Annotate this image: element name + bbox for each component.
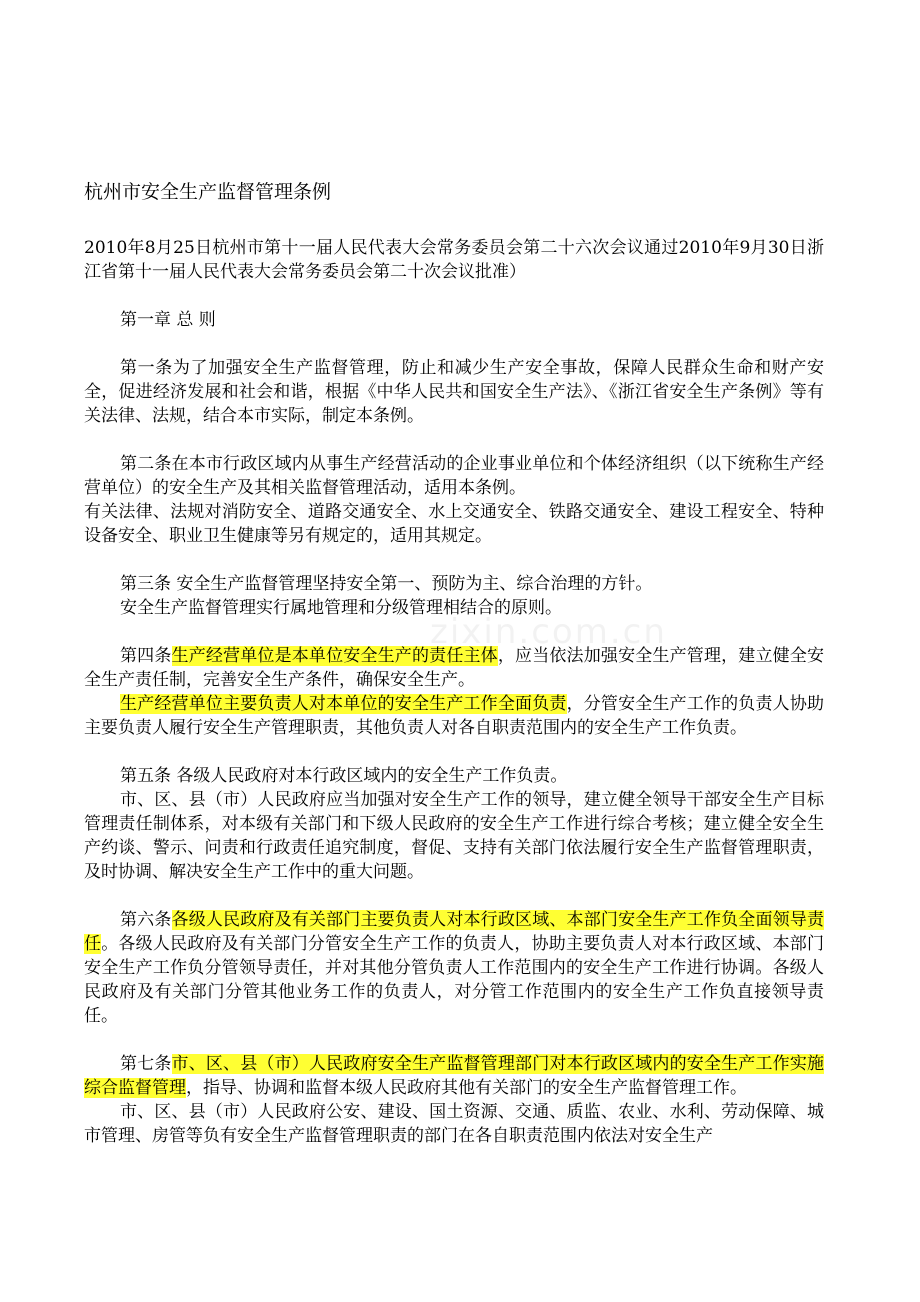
article-7-para-2: 市、区、县（市）人民政府公安、建设、国土资源、交通、质监、农业、水利、劳动保障、城市管理、房管等负有安全生产监督管理职责的部门在各自职责范围内依法对安全生产 bbox=[84, 1102, 824, 1146]
watermark: zixin.com.cn bbox=[430, 612, 667, 652]
article-7-label: 第七条 bbox=[120, 1054, 172, 1074]
article-7-para-1 bbox=[84, 1052, 824, 1100]
article-1: 第一条为了加强安全生产监督管理，防止和减少生产安全事故，保障人民群众生命和财产安全，促进经济发展和社会和谐，根据《中华人民共和国安全生产法》、《浙江省安全生产条例》等有关法律、法规，结合本市实际，制定本条例。 bbox=[84, 358, 824, 426]
article-4-para-2 bbox=[84, 692, 824, 740]
article-2-para-2: 有关法律、法规对消防安全、道路交通安全、水上交通安全、铁路交通安全、建设工程安全、特种设备安全、职业卫生健康等另有规定的，适用其规定。 bbox=[84, 502, 824, 546]
article-5-para-2: 市、区、县（市）人民政府应当加强对安全生产工作的领导，建立健全领导干部安全生产目标管理责任制体系，对本级有关部门和下级人民政府的安全生产工作进行综合考核；建立健全安全生产约谈、警示、问责和行政责任追究制度，督促、支持有关部门依法履行安全生产监督管理职责，及时协调、解决安全生产工作中的重大问题。 bbox=[84, 790, 824, 882]
article-4-label: 第四条 bbox=[120, 646, 172, 666]
article-6-text: 。各级人民政府及有关部门分管安全生产工作的负责人，协助主要负责人对本行政区域、本部门安全生产工作负分管领导责任，并对其他分管负责人工作范围内的安全生产工作进行协调。各级人民政府及有关部门分管其他业务工作的负责人，对分管工作范围内的安全生产工作负直接领导责任。 bbox=[84, 934, 825, 1026]
article-2-para-1: 第二条在本市行政区域内从事生产经营活动的企业事业单位和个体经济组织（以下统称生产经营单位）的安全生产及其相关监督管理活动，适用本条例。 bbox=[84, 454, 824, 498]
highlighted-text: 生产经营单位是本单位安全生产的责任主体 bbox=[171, 646, 498, 666]
highlighted-text: 市、区、县（市）人民政府安全生产监督管理部门对本行政区域内的安全生产工作实施综合监督管理 bbox=[84, 1054, 825, 1098]
article-6 bbox=[84, 908, 824, 1028]
article-3-para-2: 安全生产监督管理实行属地管理和分级管理相结合的原则。 bbox=[120, 598, 562, 618]
chapter-heading: 第一章 总 则 bbox=[120, 310, 216, 330]
article-6-label: 第六条 bbox=[120, 910, 172, 930]
article-4-text: ，应当依法加强安全生产管理，建立健全安全生产责任制，完善安全生产条件，确保安全生产。 bbox=[84, 646, 825, 690]
article-7-text: ，指导、协调和监督本级人民政府其他有关部门的安全生产监督管理工作。 bbox=[186, 1078, 747, 1098]
page-title: 杭州市安全生产监督管理条例 bbox=[84, 181, 332, 203]
article-3-para-1: 第三条 安全生产监督管理坚持安全第一、预防为主、综合治理的方针。 bbox=[120, 574, 653, 594]
document-meta: 2010年8月25日杭州市第十一届人民代表大会常务委员会第二十六次会议通过2010年9月30日浙江省第十一届人民代表大会常务委员会第二十次会议批准） bbox=[84, 238, 824, 282]
highlighted-text: 各级人民政府及有关部门主要负责人对本行政区域、本部门安全生产工作负全面领导责任 bbox=[84, 910, 825, 954]
article-4-para-2-text: ，分管安全生产工作的负责人协助主要负责人履行安全生产管理职责，其他负责人对各自职责范围内的安全生产工作负责。 bbox=[84, 694, 825, 738]
highlighted-text: 生产经营单位主要负责人对本单位的安全生产工作全面负责 bbox=[120, 694, 567, 714]
article-5-para-1: 第五条 各级人民政府对本行政区域内的安全生产工作负责。 bbox=[120, 766, 568, 786]
document-page bbox=[84, 178, 824, 1148]
article-4-para-1 bbox=[84, 644, 824, 692]
